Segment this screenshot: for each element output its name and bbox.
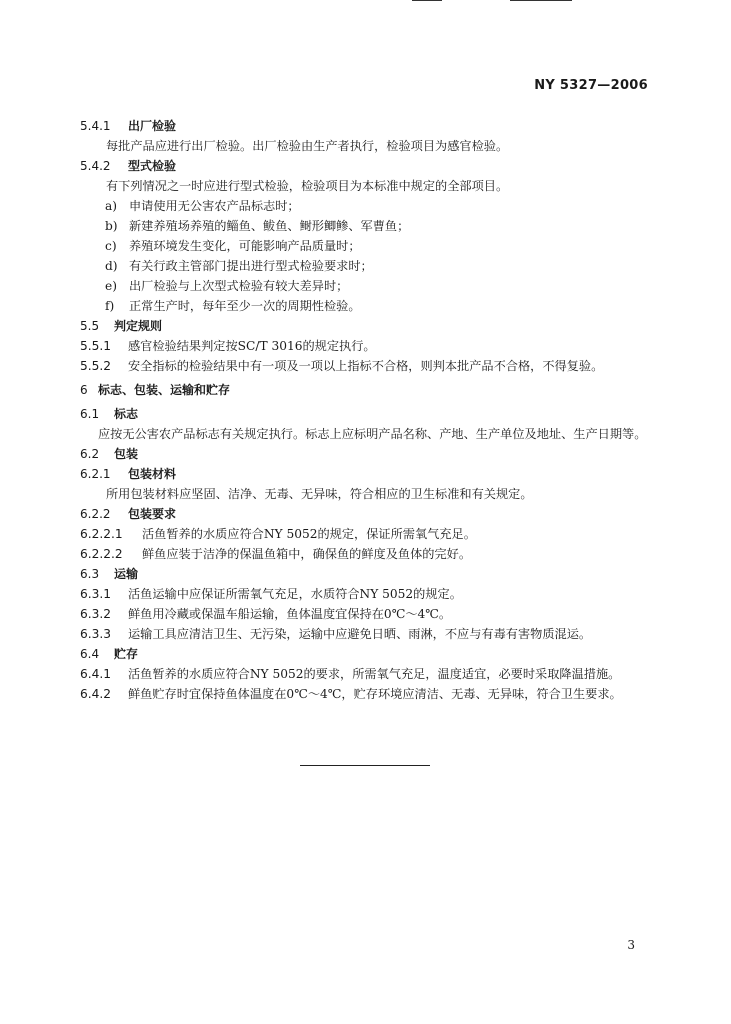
clause-6-3-3: 6.3.3 运输工具应清洁卫生、无污染，运输中应避免日晒、雨淋，不应与有毒有害物质混运。 xyxy=(80,627,592,641)
clause-6-4-1: 6.4.1 活鱼暂养的水质应符合NY 5052的要求，所需氧气充足，温度适宜，必要时采取降温措施。 xyxy=(80,667,621,681)
heading-6-4: 6.4 贮存 xyxy=(80,647,139,661)
heading-6-2-1: 6.2.1 包装材料 xyxy=(80,467,177,481)
heading-6-1: 6.1 标志 xyxy=(80,407,139,421)
clause-6-4-2: 6.4.2 鲜鱼贮存时宜保持鱼体温度在0℃～4℃，贮存环境应清洁、无毒、无异味，符合卫生要求。 xyxy=(80,687,622,701)
list-item: c) 养殖环境发生变化，可能影响产品质量时； xyxy=(105,239,361,253)
paragraph-5-4-2-intro: 有下列情况之一时应进行型式检验，检验项目为本标准中规定的全部项目。 xyxy=(106,179,509,193)
page-number: 3 xyxy=(627,938,635,952)
standard-code: NY 5327—2006 xyxy=(534,78,648,93)
top-rule-left xyxy=(412,0,442,1)
heading-5-4-2: 5.4.2 型式检验 xyxy=(80,159,177,173)
clause-6-2-2-2: 6.2.2.2 鲜鱼应装于洁净的保温鱼箱中，确保鱼的鲜度及鱼体的完好。 xyxy=(80,547,472,561)
clause-6-3-1: 6.3.1 活鱼运输中应保证所需氧气充足，水质符合NY 5052的规定。 xyxy=(80,587,462,601)
top-rule-right xyxy=(510,0,572,1)
clause-6-3-2: 6.3.2 鲜鱼用冷藏或保温车船运输，鱼体温度宜保持在0℃～4℃。 xyxy=(80,607,452,621)
clause-5-5-2: 5.5.2 安全指标的检验结果中有一项及一项以上指标不合格，则判本批产品不合格，不得复验。 xyxy=(80,359,604,373)
list-item: b) 新建养殖场养殖的鲻鱼、鲅鱼、鲥形鲫鲹、军曹鱼； xyxy=(105,219,410,233)
clause-6-2-2-1: 6.2.2.1 活鱼暂养的水质应符合NY 5052的规定，保证所需氧气充足。 xyxy=(80,527,476,541)
list-item: e) 出厂检验与上次型式检验有较大差异时； xyxy=(105,279,349,293)
document-body xyxy=(80,116,650,704)
paragraph-6-2-1: 所用包装材料应坚固、洁净、无毒、无异味，符合相应的卫生标准和有关规定。 xyxy=(106,487,533,501)
clause-5-5-1: 5.5.1 感官检验结果判定按SC/T 3016的规定执行。 xyxy=(80,339,376,353)
heading-5-4-1: 5.4.1 出厂检验 xyxy=(80,119,177,133)
heading-5-5: 5.5 判定规则 xyxy=(80,319,163,333)
list-item: a) 申请使用无公害农产品标志时； xyxy=(105,199,300,213)
list-item: f) 正常生产时，每年至少一次的周期性检验。 xyxy=(105,299,361,313)
paragraph-5-4-1: 每批产品应进行出厂检验。出厂检验由生产者执行，检验项目为感官检验。 xyxy=(106,139,509,153)
end-of-text-rule xyxy=(300,765,430,766)
list-item: d) 有关行政主管部门提出进行型式检验要求时； xyxy=(105,259,373,273)
heading-6-2-2: 6.2.2 包装要求 xyxy=(80,507,177,521)
paragraph-6-1: 应按无公害农产品标志有关规定执行。标志上应标明产品名称、产地、生产单位及地址、生产日期等。 xyxy=(98,427,647,441)
heading-6: 6 标志、包装、运输和贮存 xyxy=(80,383,231,397)
heading-6-3: 6.3 运输 xyxy=(80,567,139,581)
heading-6-2: 6.2 包装 xyxy=(80,447,139,461)
